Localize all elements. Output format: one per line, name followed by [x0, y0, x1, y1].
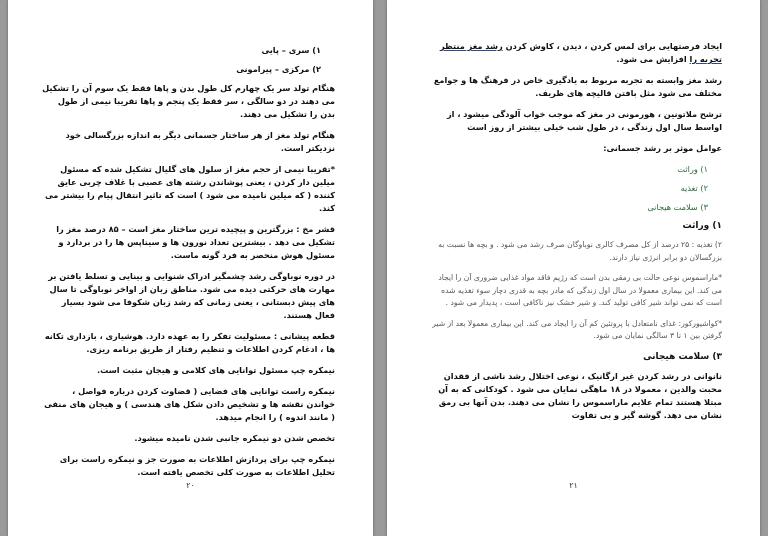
paragraph: نیمکره چپ برای پردازش اطلاعات به صورت جز و نیمکره راست برای تحلیل اطلاعات به صورت کلی تخصص یافته است. [59, 454, 335, 477]
text-span: ایجاد فرصتهایی برای لمس کردن ، دیدن ، کاوش کردن [502, 41, 722, 51]
paragraph: نانوانی در رشد کردن غیر ارگانیک ، نوعی اختلال رشد ناشی از فقدان محبت والدین ، معمولا در ۱۸ ماهگی نمایان می شود . کودکانی که به آن مبتلا هستند تمام علایم ماراسموس را نشان می دهند. بدن آنها بی رمق نشان می دهد. گوشه گیر و بی تفاوت [438, 370, 722, 420]
paragraph: در دوره نوباوگی رشد چشمگیر ادراک شنوایی و بینایی و تسلط یافتن بر مهارت های حرکتی دیده می شود. مناطق زبان از اواخر نوباوگی تا سال های پیش دبستانی ، یعنی زمانی که رشد زبان شکوفا می شود بسیار فعال هستند. [48, 271, 335, 320]
paragraph: هنگام تولد مغز از هر ساختار جسمانی دیگر به اندازه بزرگسالی خود نزدیکتر است. [65, 130, 335, 153]
page-number: ۲۱ [569, 481, 578, 490]
paragraph: *تقریبا نیمی از حجم مغز از سلول های گلیال تشکیل شده که مسئول میلین دار کردن ، یعنی پوشاندن رشته های عصبی با غلاف چربی عایق کننده ( که میلین نامیده می شود ) است که تاثیر انتقال پیام را بیشتر می کند. [44, 164, 335, 213]
list-item: ۲) مرکزی – پیرامونی [236, 64, 321, 74]
section-title: ۳) سلامت هیجانی [643, 351, 722, 362]
paragraph: قطعه پیشانی : مسئولیت تفکر را به عهده دارد. هوشیاری ، بازداری تکانه ها ، ادغام کردن اطلاعات و تنظیم رفتار از طریق برنامه ریزی. [44, 331, 335, 354]
paragraph: *کواشیورکور: غذای نامتعادل با پروتئین کم آن را ایجاد می کند. این بیماری معمولا بعد از شیر گرفتن بین ۱ تا ۳ سالگی نمایان می شود. [432, 318, 722, 340]
paragraph: هنگام تولد سر یک چهارم کل طول بدن و پاها فقط یک سوم آن را تشکیل می دهند در دو سالگی ، سر فقط یک پنجم و پاها تقریبا نیمی از طول بدن را تشکیل می دهند. [42, 83, 335, 119]
left-page [8, 0, 373, 536]
paragraph: *ماراسموس نوعی حالت بی رمقی بدن است که رژیم فاقد مواد غذایی ضروری آن را ایجاد می کند. این بیماری معمولا در سال اول زندگی که مادر بچه به قدری دچار سوء تغذیه شده است که نمی تواند شیر کافی تولید کند. و شیر خشک نیز ناکافی است ، پدیدار می شود . [438, 273, 722, 307]
factor-item: ۳) سلامت هیجانی [647, 202, 708, 212]
paragraph: ترشح ملاتونین ، هورمونی در مغز که موجب خواب آلودگی میشود ، از اواسط سال اول زندگی ، در طول شب خیلی بیشتر از روز است [446, 109, 722, 132]
right-page-content [431, 40, 722, 430]
paragraph: نیمکره راست توانایی های فضایی ( قضاوت کردن درباره فواصل ، خواندن نقشه ها و تشخیص دادن شکل های هندسی ) و هیجان های منفی ( مانند اندوه ) را انجام میدهد. [44, 386, 335, 422]
paragraph: نیمکره چپ مسئول توانایی های کلامی و هیجان مثبت است. [96, 365, 335, 375]
paragraph: تخصص شدن دو نیمکره جانبی شدن نامیده میشود. [134, 433, 335, 443]
factor-item: ۲) تغذیه [680, 183, 708, 193]
paragraph: رشد مغز وابسته به تجربه مربوط به یادگیری خاص در فرهنگ ها و جوامع مختلف می شود مثل بافتن قالیچه های ظریف. [433, 75, 722, 98]
paragraph: ۲) تغذیه : ۲۵ درصد از کل مصرف کالری نوباوگان صرف رشد می شود . و بچه ها نسبت به بزرگسالان دو برابر انرژی نیاز دارند. [438, 240, 722, 262]
paragraph: قشر مخ : بزرگترین و پیچیده ترین ساختار مغز است – ۸۵ درصد مغز را تشکیل می دهد . بیشترین تعداد نورون ها و سیناپس ها را در بردارد و مسئول هوش منحصر به فرد گونه ماست. [56, 224, 335, 260]
paragraph [431, 40, 722, 66]
right-page [387, 0, 760, 536]
section-title: ۱) وراثت [682, 221, 722, 231]
text-span: افزایش می شود. [616, 54, 690, 64]
underlined-phrase: رشد مغز منتظر تجربه را [439, 41, 722, 64]
list-item: ۱) سری – پایی [261, 45, 321, 55]
factor-item: ۱) وراثت [677, 164, 708, 174]
factors-heading: عوامل موثر بر رشد جسمانی: [603, 143, 722, 153]
left-page-content [42, 44, 335, 487]
page-number: ۲۰ [186, 481, 195, 490]
